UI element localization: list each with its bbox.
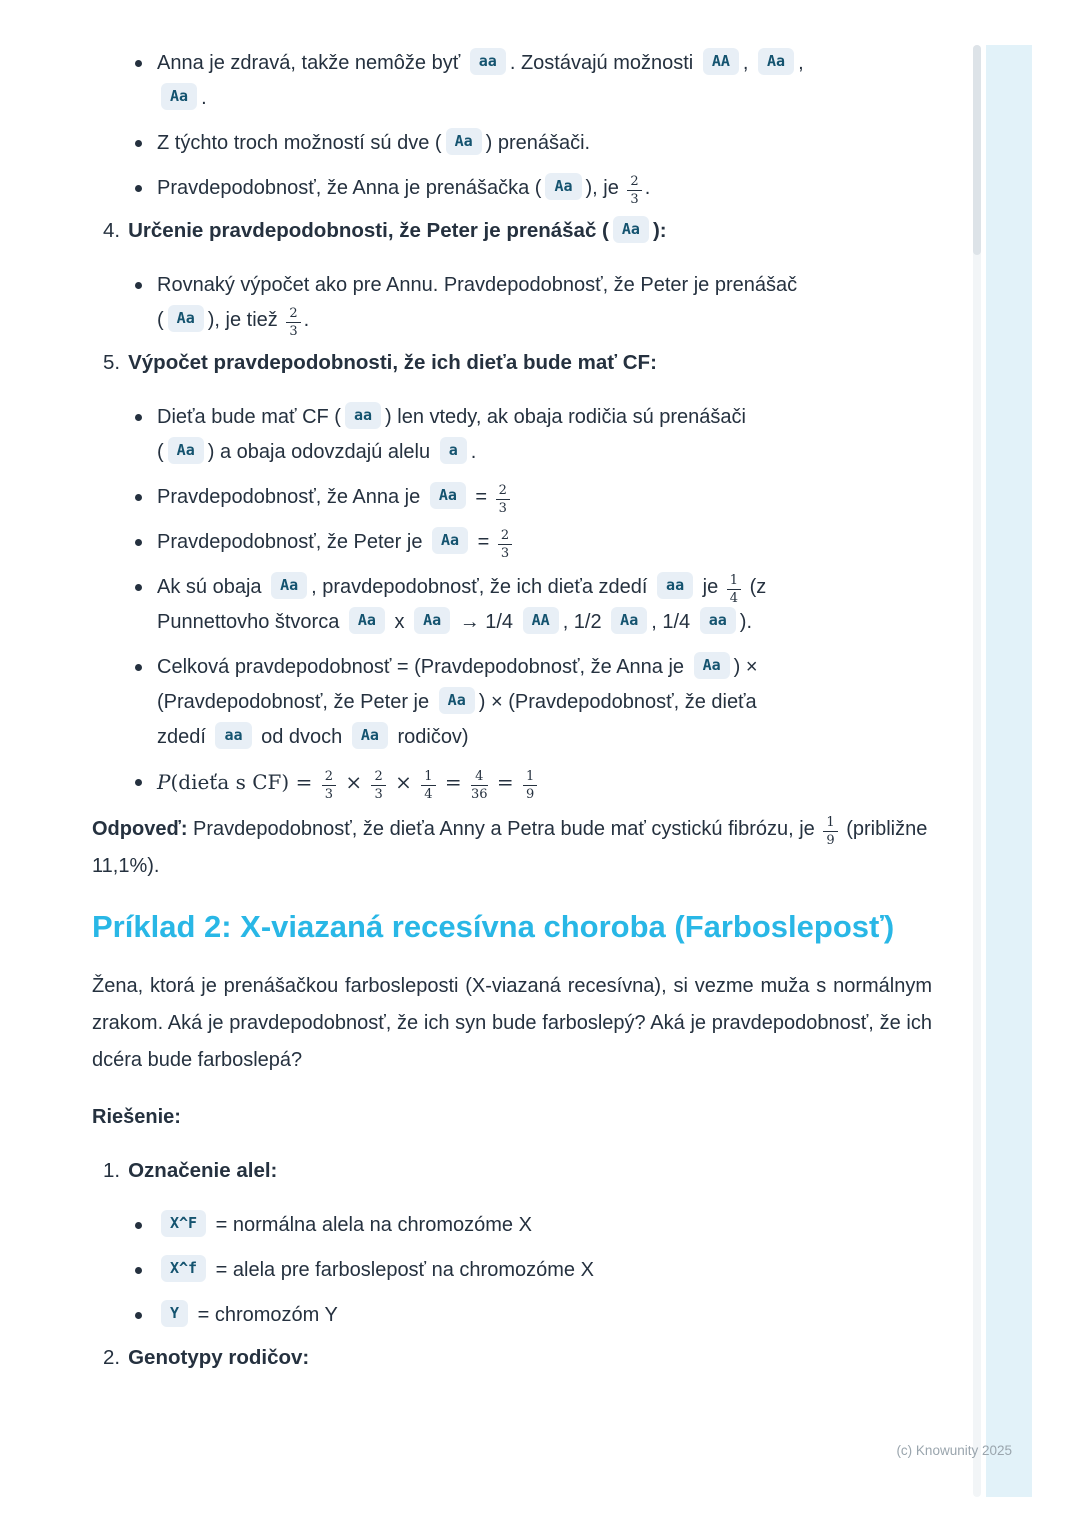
- text-run: .: [303, 309, 310, 331]
- code-badge: Aa: [432, 527, 468, 554]
- text-run: je: [697, 576, 724, 598]
- list-item: [157, 525, 932, 560]
- code-badge: aa: [470, 48, 506, 75]
- list-item: [157, 1208, 932, 1243]
- text-run: =: [469, 486, 493, 508]
- text-run: Pravdepodobnosť, že Anna je prenášačka (: [157, 177, 542, 199]
- code-badge: aa: [215, 722, 251, 749]
- code-badge: aa: [345, 402, 381, 429]
- paragraph: [92, 968, 932, 1079]
- text-run: Rovnaký výpočet ako pre Annu. Pravdepodobnosť, že Peter je prenášač: [157, 274, 798, 296]
- code-badge: AA: [523, 607, 559, 634]
- text-run: .: [470, 441, 477, 463]
- bold-text: Riešenie:: [92, 1106, 181, 1128]
- text-run: → 1/4: [454, 611, 519, 633]
- text-run: Výpočet pravdepodobnosti, že ich dieťa bude mať CF:: [128, 351, 657, 374]
- code-badge: Aa: [446, 128, 482, 155]
- fraction: [286, 307, 300, 338]
- bullet-list: [92, 1208, 932, 1333]
- text-run: ).: [739, 611, 752, 633]
- fraction: [823, 816, 837, 847]
- page-margin-panel: [986, 45, 1032, 1497]
- fraction-numerator: 1: [523, 770, 537, 786]
- code-badge: aa: [700, 607, 736, 634]
- fraction: [371, 770, 385, 801]
- text-run: = normálna alela na chromozóme X: [210, 1214, 532, 1236]
- text-run: Určenie pravdepodobnosti, že Peter je prenášač (: [128, 219, 609, 242]
- fraction-numerator: 1: [823, 816, 837, 832]
- text-run: ,: [742, 52, 754, 74]
- list-item: [157, 570, 932, 640]
- bullet-list: [92, 400, 932, 801]
- code-badge: Aa: [414, 607, 450, 634]
- numbered-heading: [103, 348, 932, 378]
- text-run: od dvoch: [255, 726, 348, 748]
- text-run: Označenie alel:: [128, 1159, 278, 1182]
- text-run: ,: [798, 52, 804, 74]
- text-run: (: [157, 309, 164, 331]
- code-badge: Aa: [611, 607, 647, 634]
- text-run: Dieťa bude mať CF (: [157, 406, 341, 428]
- text-run: =: [472, 531, 495, 553]
- code-badge: Aa: [439, 687, 475, 714]
- list-item: [157, 268, 932, 338]
- text-run: Genotypy rodičov:: [128, 1346, 310, 1369]
- text-run: Z týchto troch možností sú dve (: [157, 132, 442, 154]
- fraction-denominator: 36: [471, 787, 488, 802]
- heading-text: [128, 1346, 309, 1369]
- list-item: [157, 46, 932, 116]
- text-run: (: [157, 441, 164, 463]
- bullet-list: [92, 268, 932, 338]
- code-badge: X^f: [161, 1255, 206, 1282]
- heading-text: [128, 219, 666, 242]
- fraction-denominator: 9: [826, 833, 835, 848]
- fraction-numerator: 1: [421, 770, 435, 786]
- text-run: zdedí: [157, 726, 212, 748]
- text-run: =: [490, 770, 521, 794]
- section-heading: Príklad 2: X-viazaná recesívna choroba (Farbosleposť): [92, 909, 895, 944]
- fraction-numerator: 2: [496, 484, 510, 500]
- text-run: (dieťa s CF) =: [170, 770, 319, 794]
- fraction: [498, 529, 512, 560]
- code-badge: aa: [657, 572, 693, 599]
- numbered-heading: [103, 216, 932, 246]
- code-badge: X^F: [161, 1210, 206, 1237]
- list-number: 4.: [103, 219, 121, 242]
- text-run: , 1/4: [651, 611, 696, 633]
- text-run: Pravdepodobnosť, že Anna je: [157, 486, 426, 508]
- text-run: x: [388, 611, 411, 633]
- code-badge: a: [440, 437, 467, 464]
- text-run: (Pravdepodobnosť, že Peter je: [157, 691, 435, 713]
- code-badge: Aa: [161, 83, 197, 110]
- text-run: Anna je zdravá, takže nemôže byť: [157, 52, 466, 74]
- paragraph: [92, 811, 932, 885]
- text-run: Celková pravdepodobnosť = (Pravdepodobnosť, že Anna je: [157, 656, 690, 678]
- list-number: 5.: [103, 351, 121, 374]
- list-item: [157, 480, 932, 515]
- text-run: (z: [744, 576, 767, 598]
- code-badge: Aa: [168, 305, 204, 332]
- list-item: [157, 765, 932, 801]
- text-run: Ak sú obaja: [157, 576, 268, 598]
- paragraph: [92, 1099, 932, 1136]
- text-run: Pravdepodobnosť, že dieťa Anny a Petra bude mať cystickú fibrózu, je: [187, 818, 821, 840]
- list-item: [157, 1253, 932, 1288]
- text-run: rodičov): [391, 726, 469, 748]
- fraction: [471, 770, 488, 801]
- code-badge: Aa: [271, 572, 307, 599]
- fraction: [421, 770, 435, 801]
- code-badge: Aa: [758, 48, 794, 75]
- text-run: = chromozóm Y: [192, 1304, 338, 1326]
- text-run: Pravdepodobnosť, že Peter je: [157, 531, 429, 553]
- fraction-denominator: 4: [729, 591, 739, 606]
- text-run: = alela pre farbosleposť na chromozóme X: [210, 1259, 594, 1281]
- text-run: ) × (Pravdepodobnosť, že dieťa: [478, 691, 757, 713]
- list-item: [157, 400, 932, 470]
- text-run: Žena, ktorá je prenášačkou farbosleposti (X-viazaná recesívna), si vezme muža s normálnym zrakom. Aká je pravdepodobnosť, že ich syn bude farboslepý? Aká je pravdepodobnosť, že ich dcéra bude farboslepá?: [92, 975, 932, 1071]
- fraction-numerator: 2: [286, 307, 300, 323]
- code-badge: Aa: [613, 216, 649, 243]
- heading-text: [128, 1159, 277, 1182]
- fraction-numerator: 1: [727, 574, 741, 590]
- code-badge: Aa: [694, 652, 730, 679]
- list-item: [157, 650, 932, 755]
- text-run: ), je tiež: [207, 309, 284, 331]
- watermark: (c) Knowunity 2025: [896, 1443, 1012, 1458]
- text-run: ) ×: [733, 656, 758, 678]
- numbered-heading: [103, 1156, 932, 1186]
- code-badge: Aa: [545, 173, 581, 200]
- text-run: ×: [338, 770, 369, 794]
- fraction: [727, 574, 741, 605]
- fraction: [496, 484, 510, 515]
- text-run: ):: [652, 219, 667, 242]
- code-badge: Y: [161, 1300, 188, 1327]
- fraction: [322, 770, 336, 801]
- code-badge: Aa: [352, 722, 388, 749]
- fraction-numerator: 2: [322, 770, 336, 786]
- fraction-denominator: 3: [500, 546, 510, 561]
- numbered-heading: [103, 1343, 932, 1373]
- fraction-numerator: 4: [471, 770, 488, 786]
- fraction-denominator: 3: [630, 192, 639, 207]
- scrollbar-track[interactable]: [973, 45, 981, 1497]
- text-run: Punnettovho štvorca: [157, 611, 345, 633]
- text-run: . Zostávajú možnosti: [509, 52, 699, 74]
- list-number: 1.: [103, 1159, 121, 1182]
- document-content: [92, 46, 932, 1395]
- list-item: [157, 171, 932, 206]
- text-run: ), je: [585, 177, 625, 199]
- fraction-denominator: 3: [374, 787, 383, 802]
- text-run: ×: [388, 770, 419, 794]
- text-run: ) prenášači.: [485, 132, 591, 154]
- fraction: [627, 175, 641, 206]
- text-run: (približne 11,1%).: [92, 818, 928, 877]
- bold-text: Odpoveď:: [92, 818, 188, 840]
- fraction-denominator: 4: [424, 787, 433, 802]
- text-run: ) len vtedy, ak obaja rodičia sú prenášači: [385, 406, 746, 428]
- fraction: [523, 770, 537, 801]
- text-run: ) a obaja odovzdajú alelu: [207, 441, 436, 463]
- list-item: [157, 126, 932, 161]
- list-item: [157, 1298, 932, 1333]
- fraction-numerator: 2: [371, 770, 385, 786]
- code-badge: Aa: [168, 437, 204, 464]
- fraction-denominator: 3: [324, 787, 333, 802]
- code-badge: AA: [703, 48, 739, 75]
- fraction-denominator: 3: [498, 501, 507, 516]
- list-number: 2.: [103, 1346, 121, 1369]
- code-badge: Aa: [430, 482, 466, 509]
- text-run: , pravdepodobnosť, že ich dieťa zdedí: [311, 576, 654, 598]
- fraction-numerator: 2: [498, 529, 512, 545]
- fraction-numerator: 2: [627, 175, 641, 191]
- fraction-denominator: 9: [526, 787, 535, 802]
- text-run: .: [644, 177, 651, 199]
- text-run: , 1/2: [562, 611, 608, 633]
- math-variable: P: [157, 770, 171, 794]
- scrollbar-thumb[interactable]: [973, 45, 981, 255]
- heading-text: [128, 351, 657, 374]
- fraction-denominator: 3: [289, 324, 298, 339]
- code-badge: Aa: [349, 607, 385, 634]
- text-run: .: [201, 87, 207, 109]
- text-run: =: [438, 770, 468, 794]
- bullet-list: [92, 46, 932, 206]
